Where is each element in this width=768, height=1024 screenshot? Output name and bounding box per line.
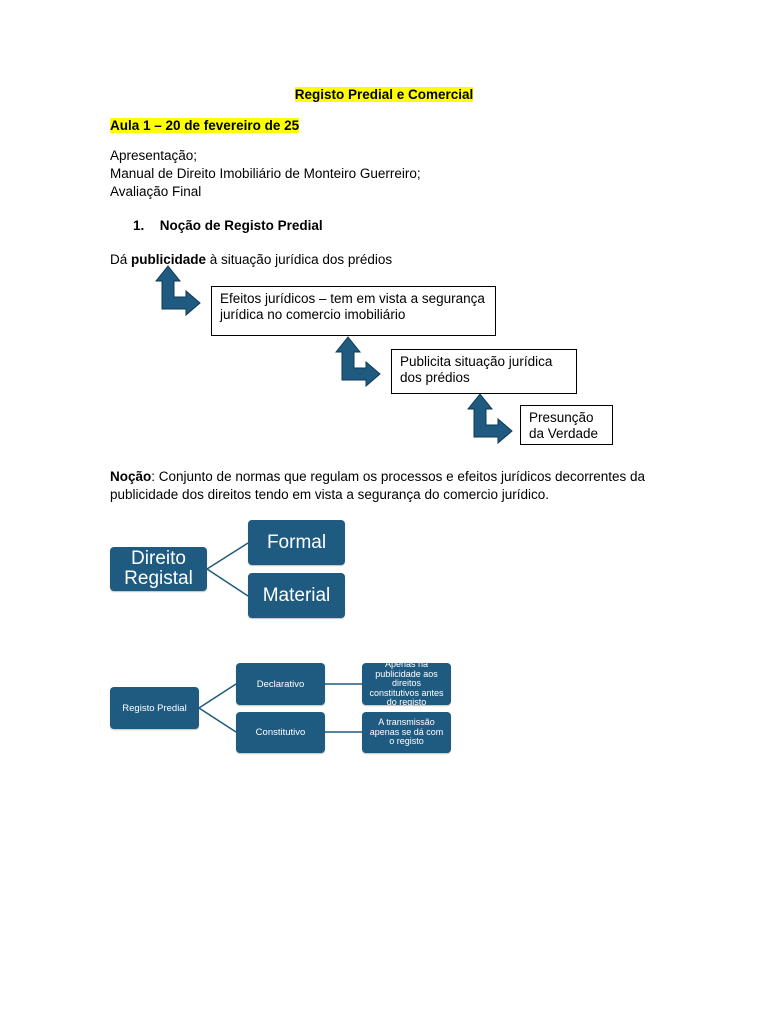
diagram2-detail-declarativo: Apenas há publicidade aos direitos constitutivos antes do registo [362,663,451,705]
step-box-2: Publicita situação jurídica dos prédios [391,349,577,394]
section-title: Noção de Registo Predial [159,218,323,233]
notion-paragraph: Noção: Conjunto de normas que regulam os processos e efeitos jurídicos decorrentes da publicidade dos direitos tendo em vista a segurança do comercio jurídico. [110,469,646,502]
notion-label: Noção [110,469,152,484]
diagram1-child-formal: Formal [248,520,345,565]
diagram2-child-declarativo: Declarativo [236,663,325,705]
diagram2-detail-constitutivo: A transmissão apenas se dá com o registo [362,712,451,753]
diagram1-root: Direito Registal [110,547,207,591]
connector-line [207,569,248,596]
lesson-heading: Aula 1 – 20 de fevereiro de 25 [110,118,300,133]
connector-line [199,684,236,708]
connector-line [199,708,236,732]
intro-line: Apresentação; [110,148,198,163]
diagram1-child-material: Material [248,573,345,618]
section-number: 1. [133,218,145,233]
diagram2-child-constitutivo: Constitutivo [236,712,325,753]
intro-line: Avaliação Final [110,184,202,199]
publicity-sentence: Dá publicidade à situação jurídica dos prédios [110,252,393,267]
page-title: Registo Predial e Comercial [294,87,474,102]
connector-line [207,543,248,569]
step-box-3: Presunção da Verdade [520,405,613,445]
diagram2-root: Registo Predial [110,687,199,729]
intro-line: Manual de Direito Imobiliário de Monteiro Guerreiro; [110,166,421,181]
publicity-bold: publicidade [131,252,207,267]
step-box-1: Efeitos jurídicos – tem em vista a segurança jurídica no comercio imobiliário [211,286,496,336]
